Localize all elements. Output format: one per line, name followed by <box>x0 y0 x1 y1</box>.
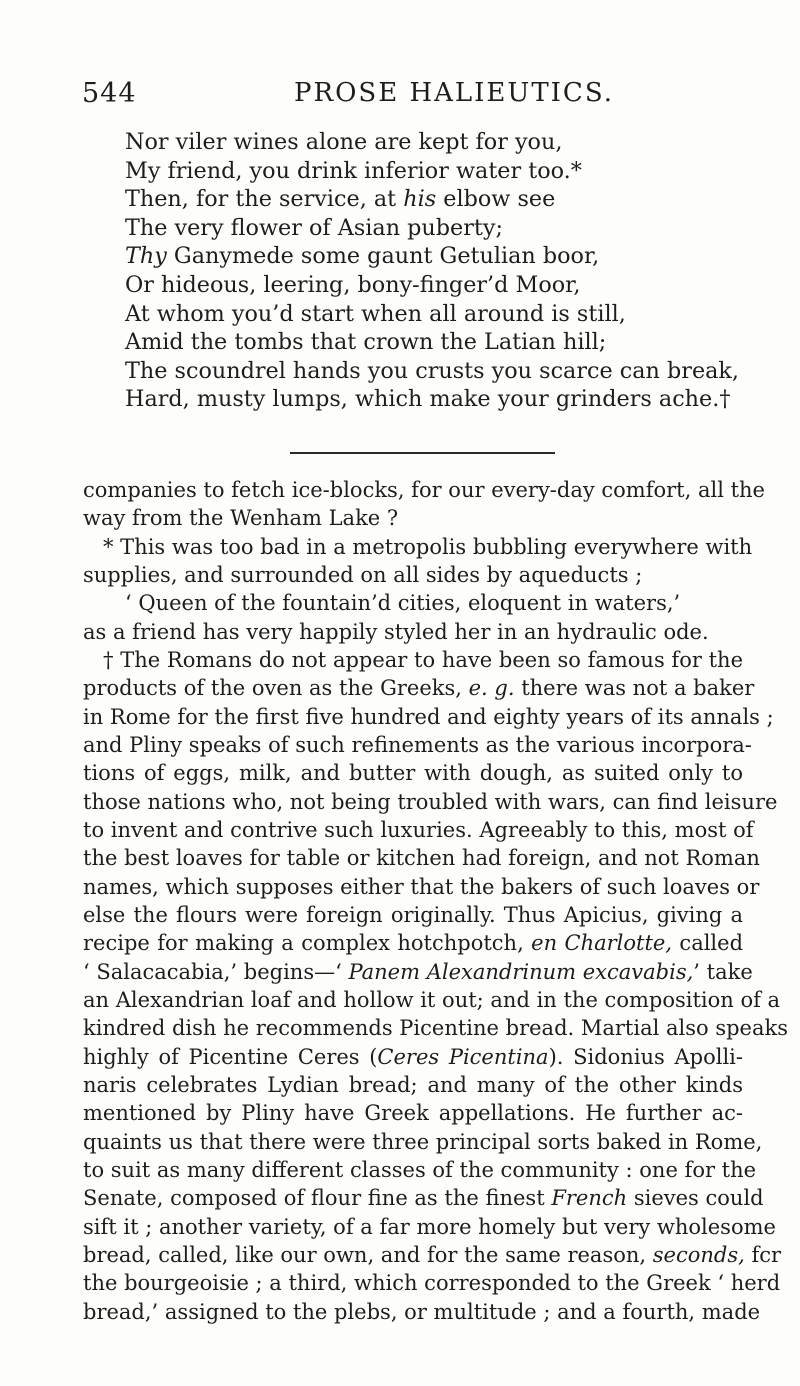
note-text: called <box>672 931 744 956</box>
verse-line-text: Then, for the service, at <box>125 186 404 213</box>
note-line: and Pliny speaks of such refinements as the various incorpora- <box>83 732 752 757</box>
note-text: Senate, composed of flour fine as the finest <box>83 1186 552 1211</box>
running-head: PROSE HALIEUTICS. <box>294 78 614 108</box>
verse-line: Hard, musty lumps, which make your grinders ache.† <box>125 386 731 413</box>
note-italic: Panem Alexandrinum excavabis, <box>348 959 694 984</box>
note-line: quaints us that there were three principal sorts baked in Rome, <box>83 1129 763 1154</box>
note-italic: en Charlotte, <box>531 931 673 956</box>
note-line: the bourgeoisie ; a third, which corresponded to the Greek ‘ herd <box>83 1271 781 1296</box>
verse-line: Amid the tombs that crown the Latian hill; <box>125 329 607 356</box>
note-italic: French <box>551 1186 628 1211</box>
italic-his: his <box>403 186 437 213</box>
footnotes <box>83 476 788 1326</box>
verse-line <box>125 185 735 214</box>
verse-line: The very flower of Asian puberty; <box>125 214 503 241</box>
note-line: kindred dish he recommends Picentine bread. Martial also speaks <box>83 1016 788 1041</box>
note-line: names, which supposes either that the bakers of such loaves or <box>83 874 760 899</box>
note-line: as a friend has very happily styled her in an hydraulic ode. <box>83 619 709 644</box>
note-text: fcr <box>744 1242 782 1267</box>
note-line <box>83 1184 764 1212</box>
note-line <box>83 1241 782 1269</box>
note-text: recipe for making a complex hotchpotch, <box>83 931 532 956</box>
note-italic: Ceres Picentina <box>377 1044 549 1069</box>
verse-line: The scoundrel hands you crusts you scarce can break, <box>125 357 740 384</box>
note-text: products of the oven as the Greeks, <box>83 676 469 701</box>
page-number: 544 <box>82 78 137 109</box>
verse-line: Or hideous, leering, bony-finger’d Moor, <box>125 271 581 298</box>
note-line: to invent and contrive such luxuries. Agreeably to this, most of <box>83 817 754 842</box>
note-line: † The Romans do not appear to have been so famous for the <box>103 647 743 672</box>
verse-line <box>125 242 735 271</box>
note-italic: seconds, <box>652 1242 745 1267</box>
note-line: * This was too bad in a metropolis bubbling everywhere with <box>103 534 753 559</box>
verse-line: At whom you’d start when all around is still, <box>125 300 626 327</box>
note-line: supplies, and surrounded on all sides by aqueducts ; <box>83 562 643 587</box>
note-line <box>83 958 753 986</box>
note-line: naris celebrates Lydian bread; and many of the other kinds <box>83 1072 743 1097</box>
note-line: mentioned by Pliny have Greek appellations. He further ac- <box>83 1101 743 1126</box>
footnote-rule <box>290 452 555 454</box>
note-text: ’ take <box>693 959 753 984</box>
note-text: there was not a baker <box>514 676 755 701</box>
verse-line-text: elbow see <box>436 186 556 213</box>
verse-passage <box>125 128 740 414</box>
verse-line: Nor viler wines alone are kept for you, <box>125 129 563 155</box>
note-text: ‘ Salacacabia,’ begins—‘ <box>83 959 349 984</box>
verse-line: My friend, you drink inferior water too.* <box>125 157 582 184</box>
note-text: sieves could <box>627 1186 764 1211</box>
note-line: tions of eggs, milk, and butter with dough, as suited only to <box>83 761 743 786</box>
note-line: companies to fetch ice-blocks, for our every-day comfort, all the <box>83 478 765 502</box>
italic-thy: Thy <box>125 243 167 270</box>
note-line: the best loaves for table or kitchen had foreign, and not Roman <box>83 846 760 871</box>
note-line: bread,’ assigned to the plebs, or multitude ; and a fourth, made <box>83 1299 761 1324</box>
note-italic: e. g. <box>468 676 515 701</box>
verse-line-text: Ganymede some gaunt Getulian boor, <box>166 243 600 270</box>
note-line: those nations who, not being troubled with wars, can find leisure <box>83 789 778 814</box>
note-line: ‘ Queen of the fountain’d cities, eloquent in waters,’ <box>125 591 681 616</box>
note-line: sift it ; another variety, of a far more homely but very wholesome <box>83 1214 776 1239</box>
note-line: in Rome for the first five hundred and eighty years of its annals ; <box>83 704 774 729</box>
note-text: ). Sidonius Apolli- <box>548 1044 743 1069</box>
note-line <box>83 674 755 702</box>
note-line: else the flours were foreign originally. Thus Apicius, giving a <box>83 902 743 927</box>
note-text: bread, called, like our own, and for the same reason, <box>83 1242 653 1267</box>
note-line <box>83 1043 743 1071</box>
note-line: way from the Wenham Lake ? <box>83 506 399 531</box>
note-line: an Alexandrian loaf and hollow it out; and in the composition of a <box>83 987 781 1012</box>
note-line: to suit as many different classes of the community : one for the <box>83 1157 757 1182</box>
note-text: highly of Picentine Ceres ( <box>83 1044 378 1069</box>
page-header <box>82 78 737 112</box>
note-line <box>83 929 743 957</box>
